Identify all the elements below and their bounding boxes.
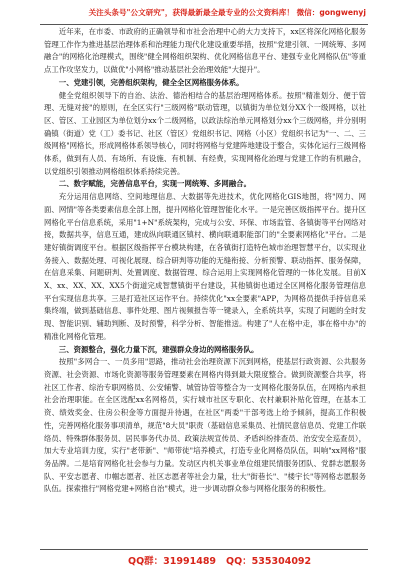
section-paragraph-3: 按照"多网合一、一员多用"思路，推动社会治理资源下沉到网格，使基层行政资源、公共服务资源、社会资源、市场化资源等服务管理要素在网格内得到最大限度整合。做到资源整合共享，将社区工作者、综治专职网格员、公安辅警、城管协管等整合为一支网格化服务队伍，在网格内承担社会治理职能。在全区选配xx名网格员，实行城市社区专职化、农村兼职补贴化管理，在基本工资、绩效奖金、住房公积金等方面提升待遇，在社区"两委"干部考选上给予倾斜，提高工作积极性，完善网格化服务事项清单，规范"8大员"职责（基础信息采集员、社情民意信息员、党建工作联络员、特殊群体服务员、居民事务代办员、政策法规宣传员、矛盾纠纷排查员、治安安全巡查员），加大专业培训力度，实行"老带新"、"师带徒"培养模式，打造专业化网格员队伍，叫响"xx网格"服务品牌。二是培育网格化社会参与力量。发动区内机关事业单位组建民情服务团队、党群志愿服务队、平安志愿者、巾帼志愿者、社区志愿者等社会力量，壮大"街巷长"、"楼宇长"等网格志愿服务队伍。探索推行"网格党建+网格自治"模式，进一步调动群众参与网格化服务的积极性。 xyxy=(44,357,366,494)
section-heading-2: 二、数字赋能，完善信息平台，实现一网统筹、多网融合。 xyxy=(58,179,251,189)
qq-group-number: QQ群：31991489 xyxy=(128,556,217,567)
header-banner: 关注头条号"公文研究"，获得最新最全最专业的公文资料库！ 微信：gongwenyj xyxy=(88,8,366,17)
section-paragraph-1: 健全党组织领导下的自治、法治、德治相结合的基层治理网格体系。按照"精准划分、便于管理、无缝对接"的原则，在全区实行"三级网格"联动管理，以镇街为单位划分XX个一级网格，以社区、管区、工业园区为单位划分xx个二级网格，以政法综治单元网格划分xx个三级网格，并分别明确镇（街道）党（工）委书记、社区（管区）党组织书记、网格（小区）党组织书记为"一、二、三级网格"网格长，形成网格体系领导核心，同时将网格与党建阵地建设于整合，实体化运行三级网格体系，做到有人员、有场所、有设施、有机制、有经费，实现网格化治理与党建工作的有机融合，以党组织引领推动网格组织体系持续完善。 xyxy=(44,90,366,176)
page-footer xyxy=(40,549,368,572)
intro-paragraph: 近年来，在市委、市政府的正确领导和市社会治理中心的大力支持下，xx区将深化网格化服务管理工作作为推进基层治理体系和治理能力现代化建设重要举措，按照"党建引领、一网统筹、多网融合"的网格化治理模式，围绕"健全网格组织架构、优化网格信息平台、建强专业化网格队伍"等重点工作攻坚发力，以做优"小网格"推动基层社会治理效能"大提升"。 xyxy=(44,27,366,75)
section-heading-1: 一、党建引领，完善组织架构，健全全区网格服务体系。 xyxy=(58,77,244,87)
section-paragraph-2: 充分运用信息网络、空间地理信息、大数据等先进技术，优化网格化GIS地图，将"网力、网面、网情"等各类要素信息全部上图，提升网格化管理智能化水平。一是完善区级指挥平台。提升区网格化平台信息系统，采用"1+N"系统架构，完成与公安、环保、市场监管、各镇街等平台网络对接，数据共享，信息互通，建成纵向联通区镇村、横向联通职能部门的"全要素网格化"平台。二是建好镇街调度平台。根据区级指挥平台模块构建，在各镇街打造特色城市治理智慧平台，以实现业务接入、数据处理、可视化展现、综合研判等功能的无缝衔接、分析预警、联动指挥、服务保障，在信息采集、问题研判、处置调度、数据管理、综合运用上实现网格化管理的一体化发展。目前XX、xx、XX、XX、XX5个街道完成智慧镇街平台建设，其他镇街也通过全区网格化服务管理信息平台实现信息共享。三是打造社区运作平台。持续优化"xx全要素"APP，为网格员提供手持信息采集终端，做到基础信息、事件处理、图片视频报告等一键录入，全系统共享，实现了问题的全时发现、智能识别、辅助判断、及时预警，科学分析、智能推送。构建了"人在格中走，事在格中办"的精准化网格化管理。 xyxy=(44,192,366,341)
document-body xyxy=(44,26,366,546)
qq-number: QQ：535304092 xyxy=(226,556,312,567)
page-header xyxy=(40,4,368,25)
section-heading-3: 三、资源整合，强化力量下沉，建强群众身边的网格服务队。 xyxy=(58,344,259,354)
